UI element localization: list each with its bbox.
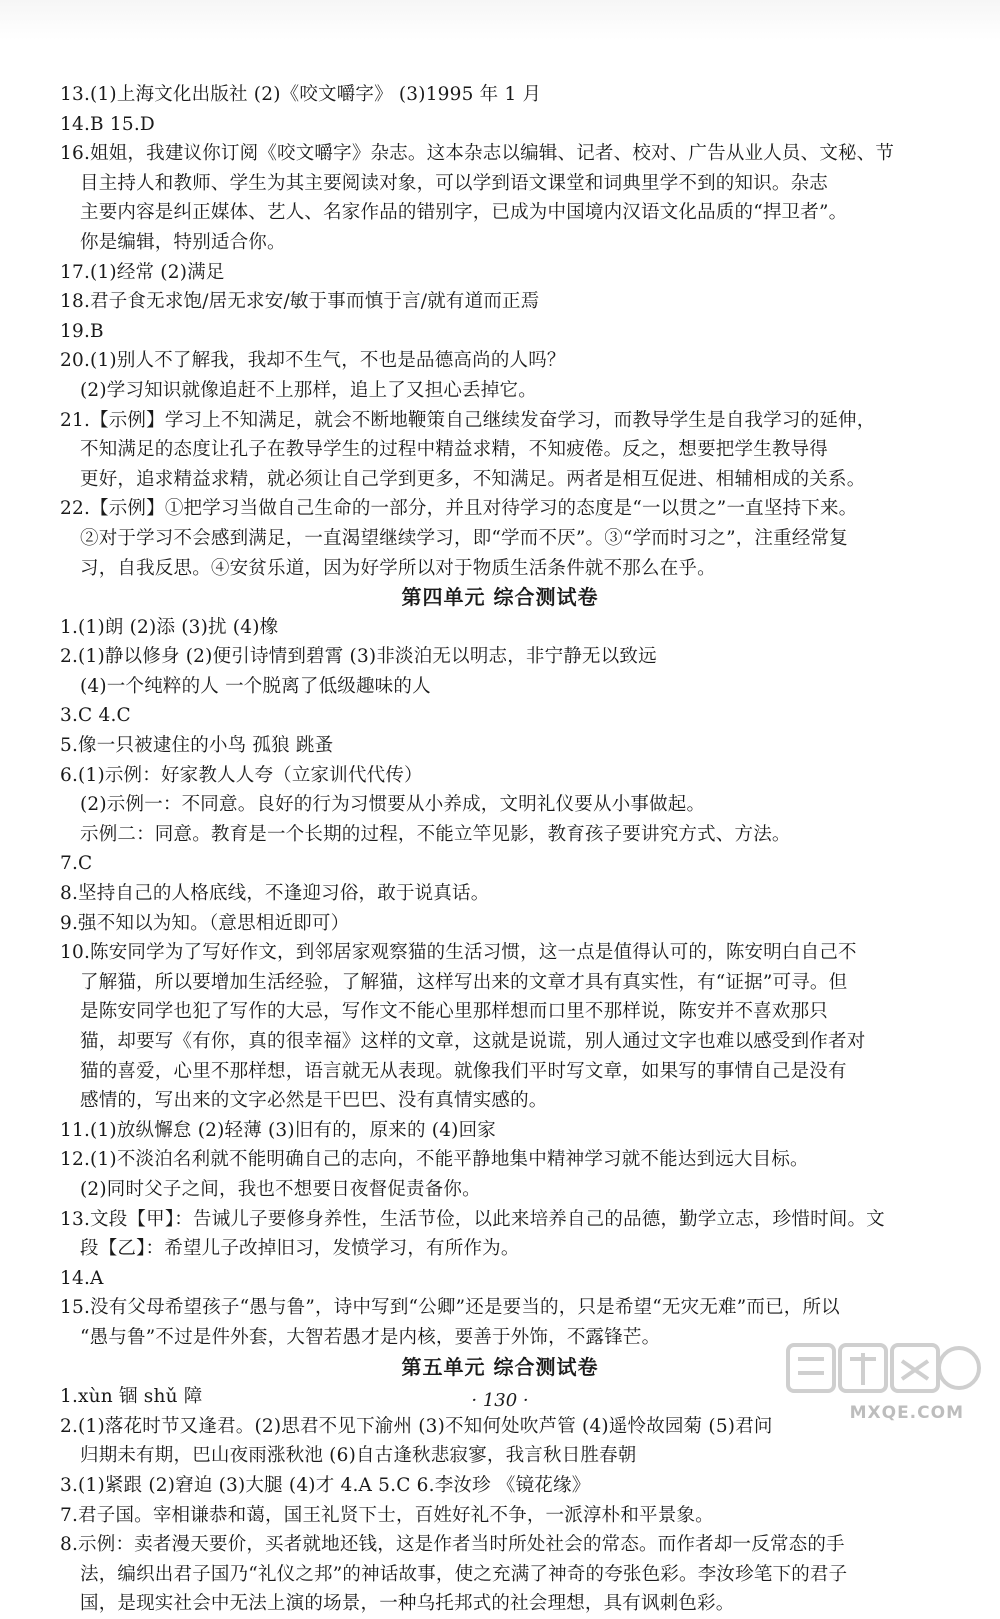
answer-line: ②对于学习不会感到满足，一直渴望继续学习，即“学而不厌”。③“学而时习之”，注重经常复 xyxy=(80,527,848,549)
answer-line: 段【乙】：希望儿子改掉旧习，发愤学习，有所作为。 xyxy=(80,1238,520,1260)
watermark-text: MXQE.COM xyxy=(849,1403,964,1423)
answer-line: 7.君子国。宰相谦恭和蔼，国王礼贤下士，百姓好礼不争，一派淳朴和平景象。 xyxy=(60,1504,714,1526)
answer-line: 13.文段【甲】：告诫儿子要修身养性，生活节俭，以此来培养自己的品德，勤学立志，珍惜时间。文 xyxy=(60,1208,885,1230)
answer-line: 目主持人和教师、学生为其主要阅读对象，可以学到语文课堂和词典里学不到的知识。杂志 xyxy=(80,172,829,194)
answer-line: 5.像一只被逮住的小鸟 孤狼 跳蚤 xyxy=(60,735,334,757)
answer-line: 你是编辑，特别适合你。 xyxy=(80,231,286,253)
answers-block-1 xyxy=(60,80,940,583)
answer-line: 17.(1)经常 (2)满足 xyxy=(60,261,225,283)
answer-line: 感情的，写出来的文字必然是干巴巴、没有真情实感的。 xyxy=(80,1090,548,1112)
answer-line: 示例二：同意。教育是一个长期的过程，不能立竿见影，教育孩子要讲究方式、方法。 xyxy=(80,823,791,845)
watermark-logo xyxy=(776,1333,986,1433)
answer-line: 10.陈安同学为了写好作文，到邻居家观察猫的生活习惯，这一点是值得认可的，陈安明白自己不 xyxy=(60,942,857,964)
answer-line: 6.(1)示例：好家教人人夸（立家训代代传） xyxy=(60,764,423,786)
answer-line: 13.(1)上海文化出版社 (2)《咬文嚼字》 (3)1995 年 1 月 xyxy=(60,84,542,105)
page-number: · 130 · xyxy=(471,1390,529,1411)
answer-line: 了解猫，所以要增加生活经验，了解猫，这样写出来的文章才具有真实性，有“证据”可寻。但 xyxy=(80,971,848,993)
answer-line: 猫的喜爱，心里不那样想，语言就无从表现。就像我们平时写文章，如果写的事情自己是没有 xyxy=(80,1060,847,1082)
answer-line: 14.A xyxy=(60,1267,104,1289)
answer-line: 2.(1)静以修身 (2)便引诗情到碧霄 (3)非淡泊无以明志，非宁静无以致远 xyxy=(60,646,657,668)
answer-line: “愚与鲁”不过是件外套，大智若愚才是内核，要善于外饰，不露锋芒。 xyxy=(80,1326,661,1348)
answer-line: 2.(1)落花时节又逢君。(2)思君不见下渝州 (3)不知何处吹芦管 (4)遥怜故园菊 (5)君问 xyxy=(60,1415,773,1437)
answer-line: 猫，却要写《有你，真的很幸福》这样的文章，这就是说谎，别人通过文字也难以感受到作者对 xyxy=(80,1031,866,1052)
answer-line: 国，是现实社会中无法上演的场景，一种乌托邦式的社会理想，具有讽刺色彩。 xyxy=(80,1593,735,1615)
answer-line: 8.示例：卖者漫天要价，买者就地还钱，这是作者当时所处社会的常态。而作者却一反常态的手 xyxy=(60,1534,845,1556)
answer-line: 3.C 4.C xyxy=(60,705,131,727)
answer-line: (4)一个纯粹的人 一个脱离了低级趣味的人 xyxy=(80,675,431,697)
answer-line: 16.姐姐，我建议你订阅《咬文嚼字》杂志。这本杂志以编辑、记者、校对、广告从业人员、文秘、节 xyxy=(60,143,895,165)
answer-line: 9.强不知以为知。（意思相近即可） xyxy=(60,912,350,934)
answer-line: 1.xùn 锢 shǔ 障 xyxy=(60,1386,203,1408)
answer-line: 法，编织出君子国乃“礼仪之邦”的神话故事，使之充满了神奇的夸张色彩。李汝珍笔下的君子 xyxy=(80,1563,848,1585)
answer-line: 不知满足的态度让孔子在教导学生的过程中精益求精，不知疲倦。反之，想要把学生教导得 xyxy=(80,439,829,461)
answer-line: 20.(1)别人不了解我，我却不生气，不也是品德高尚的人吗？ xyxy=(60,350,566,372)
answer-line: (2)同时父子之间，我也不想要日夜督促责备你。 xyxy=(80,1178,481,1200)
answer-line: 习，自我反思。④安贫乐道，因为好学所以对于物质生活条件就不那么在乎。 xyxy=(80,557,716,579)
answer-line: 8.坚持自己的人格底线，不逢迎习俗，敢于说真话。 xyxy=(60,883,490,905)
answer-line: 22.【示例】①把学习当做自己生命的一部分，并且对待学习的态度是“一以贯之”一直坚持下来。 xyxy=(60,498,858,520)
answer-line: 18.君子食无求饱/居无求安/敏于事而慎于言/就有道而正焉 xyxy=(60,291,540,313)
answer-line: 主要内容是纠正媒体、艺人、名家作品的错别字，已成为中国境内汉语文化品质的“捍卫者”。 xyxy=(80,202,848,224)
answers-block-section-4 xyxy=(60,613,940,1353)
answer-line: 15.没有父母希望孩子“愚与鲁”，诗中写到“公卿”还是要当的，只是希望“无灾无难”而已，所以 xyxy=(60,1297,840,1319)
answer-line: 归期未有期，巴山夜雨涨秋池 (6)自古逢秋悲寂寥，我言秋日胜春朝 xyxy=(80,1445,637,1467)
answer-line: (2)示例一：不同意。良好的行为习惯要从小养成，文明礼仪要从小事做起。 xyxy=(80,794,706,816)
answer-line: 3.(1)紧跟 (2)窘迫 (3)大腿 (4)才 4.A 5.C 6.李汝珍 《镜花缘》 xyxy=(60,1474,591,1496)
answer-line: 是陈安同学也犯了写作的大忌，写作文不能心里那样想而口里不那样说，陈安并不喜欢那只 xyxy=(80,1001,829,1023)
answer-line: 更好，追求精益求精，就必须让自己学到更多，不知满足。两者是相互促进、相辅相成的关系。 xyxy=(80,468,866,490)
answer-line: 14.B 15.D xyxy=(60,113,155,135)
answer-line: 1.(1)朗 (2)添 (3)扰 (4)橡 xyxy=(60,616,279,638)
answer-line: 7.C xyxy=(60,853,93,875)
answer-line: 11.(1)放纵懈怠 (2)轻薄 (3)旧有的，原来的 (4)回家 xyxy=(60,1119,496,1141)
answer-line: 21.【示例】学习上不知满足，就会不断地鞭策自己继续发奋学习，而教导学生是自我学习的延伸， xyxy=(60,409,876,431)
answer-line: 12.(1)不淡泊名利就不能明确自己的志向，不能平静地集中精神学习就不能达到远大目标。 xyxy=(60,1149,809,1171)
section-4-heading: 第四单元 综合测试卷 xyxy=(401,585,599,610)
section-5-heading: 第五单元 综合测试卷 xyxy=(401,1354,599,1379)
answer-line: 19.B xyxy=(60,320,104,342)
answer-line: (2)学习知识就像追赶不上那样，追上了又担心丢掉它。 xyxy=(80,379,537,401)
